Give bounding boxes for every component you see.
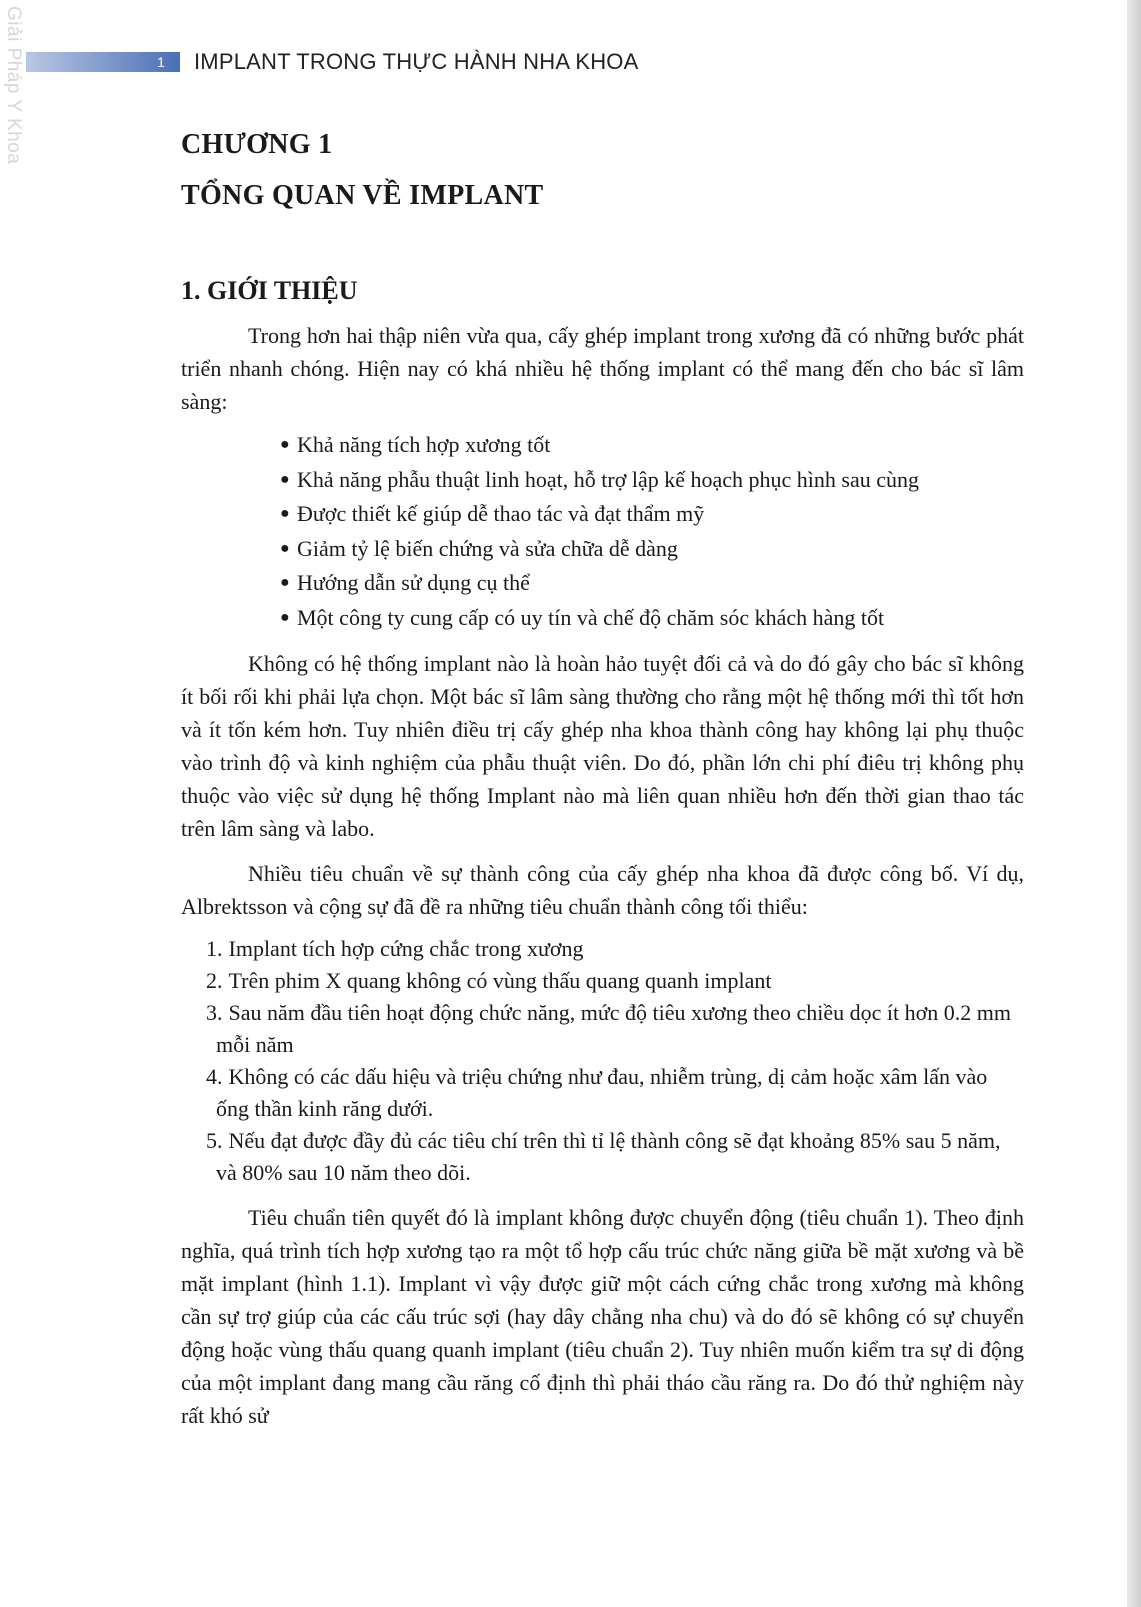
paragraph-systems: Không có hệ thống implant nào là hoàn hảo tuyệt đối cả và do đó gây cho bác sĩ không ít bối rối khi phải lựa chọn. Một bác sĩ lâm sàng thường cho rằng một hệ thống mới thì tốt hơn và ít tốn kém hơn. Tuy nhiên điều trị cấy ghép nha khoa thành công hay không lại phụ thuộc vào trình độ và kinh nghiệm của phẫu thuật viên. Do đó, phần lớn chi phí điêu trị không phụ thuộc vào việc sử dụng hệ thống Implant nào mà liên quan nhiều hơn đến thời gian thao tác trên lâm sàng và labo. (181, 651, 1024, 841)
section-heading: 1. GIỚI THIỆU (181, 276, 358, 305)
bullet-icon: ● (280, 505, 290, 522)
paragraph-immobility: Tiêu chuẩn tiên quyết đó là implant không được chuyển động (tiêu chuẩn 1). Theo định nghĩa, quá trình tích hợp xương tạo ra một tổ hợp cấu trúc chức năng giữa bề mặt xương và bề mặt implant (hình 1.1). Implant vì vậy được giữ một cách cứng chắc trong xương mà không cần sự trợ giúp của các cấu trúc sợi (hay dây chằng nha chu) và do đó sẽ không có sự chuyển động hoặc vùng thấu quang quanh implant (tiêu chuẩn 2). Tuy nhiên muốn kiểm tra sự di động của một implant đang mang cầu răng cố định thì phải tháo cầu răng ra. Do đó thử nghiệm này rất khó sử (181, 1205, 1024, 1428)
list-item: 3. Sau năm đầu tiên hoạt động chức năng, mức độ tiêu xương theo chiều dọc ít hơn 0.2 mm mỗi năm (206, 1000, 1011, 1057)
running-title: IMPLANT TRONG THỰC HÀNH NHA KHOA (194, 49, 639, 74)
list-item: ● Được thiết kế giúp dễ thao tác và đạt thẩm mỹ (280, 497, 1024, 532)
page-content (181, 128, 1024, 1432)
list-item: 5. Nếu đạt được đầy đủ các tiêu chí trên thì tỉ lệ thành công sẽ đạt khoảng 85% sau 5 năm, và 80% sau 10 năm theo dõi. (206, 1128, 1001, 1185)
bullet-icon: ● (280, 470, 290, 488)
watermark: Giải Pháp Y Khoa (3, 6, 24, 165)
list-item: 2. Trên phim X quang không có vùng thấu quang quanh implant (206, 968, 772, 993)
criteria-list (181, 933, 1024, 1189)
chapter-label: CHƯƠNG 1 (181, 129, 333, 160)
bullet-icon: ● (280, 436, 290, 453)
paragraph-intro: Trong hơn hai thập niên vừa qua, cấy ghép implant trong xương đã có những bước phát triển nhanh chóng. Hiện nay có khá nhiều hệ thống implant có thể mang đến cho bác sĩ lâm sàng: (181, 323, 1024, 414)
list-item: 4. Không có các dấu hiệu và triệu chứng như đau, nhiễm trùng, dị cảm hoặc xâm lấn vào ống thần kinh răng dưới. (206, 1064, 988, 1121)
bullet-icon: ● (280, 608, 290, 626)
list-item: 1. Implant tích hợp cứng chắc trong xương (206, 936, 584, 961)
bullet-icon: ● (280, 539, 290, 557)
list-item: ● Hướng dẫn sử dụng cụ thể (280, 566, 1024, 601)
list-item: ● Khả năng tích hợp xương tốt (280, 428, 1024, 463)
chapter-title: TỔNG QUAN VỀ IMPLANT (181, 180, 544, 211)
list-item: ● Khả năng phẫu thuật linh hoạt, hỗ trợ lập kế hoạch phục hình sau cùng (280, 463, 1024, 498)
list-item: ● Một công ty cung cấp có uy tín và chế độ chăm sóc khách hàng tốt (280, 601, 1024, 636)
list-item: ● Giảm tỷ lệ biến chứng và sửa chữa dễ dàng (280, 532, 1024, 567)
bullet-icon: ● (280, 574, 290, 591)
benefit-list (181, 428, 1024, 635)
page-number: 1 (157, 54, 165, 70)
page-edge-shadow (1127, 0, 1141, 1607)
paragraph-criteria-intro: Nhiều tiêu chuẩn về sự thành công của cấy ghép nha khoa đã được công bố. Ví dụ, Albrektsson và cộng sự đã đề ra những tiêu chuẩn thành công tối thiểu: (181, 861, 1024, 919)
